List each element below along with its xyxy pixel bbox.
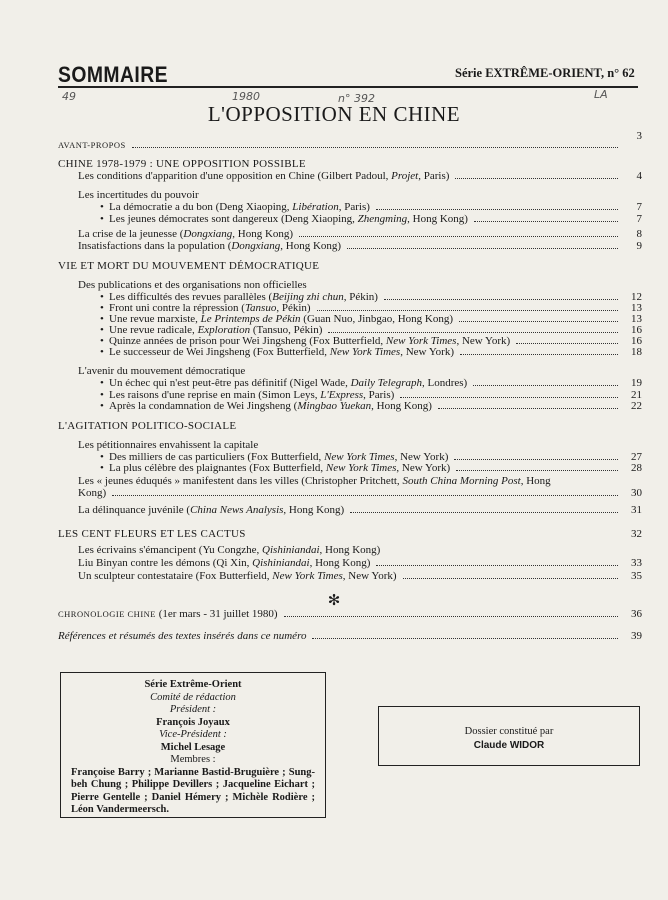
dot-leader — [400, 389, 618, 398]
toc-entry-text: VIE ET MORT DU MOUVEMENT DÉMOCRATIQUE — [58, 260, 320, 272]
toc-entry-text: • Quinze années de prison pour Wei Jingsheng (Fox Butterfield, New York Times, New York) — [100, 335, 511, 347]
handwritten-note: 49 — [62, 90, 76, 103]
toc-page-number: 32 — [631, 528, 642, 540]
toc-page-number: 22 — [631, 400, 642, 412]
toc-page-number: 27 — [631, 451, 642, 463]
members-label: Membres : — [170, 754, 216, 765]
series-label: Série EXTRÊME-ORIENT, n° 62 — [455, 66, 635, 80]
toc-page-number: 30 — [631, 487, 642, 499]
dot-leader — [473, 377, 618, 386]
sommaire-heading: SOMMAIRE — [58, 62, 168, 87]
toc-entry-text: • Front uni contre la répression (Tansuo, Pékin) — [100, 302, 311, 314]
header-rule — [58, 86, 638, 88]
dot-leader — [459, 313, 618, 322]
toc-entry-text: • Une revue radicale, Exploration (Tansuo, Pékin) — [100, 324, 323, 336]
toc-entry-text: L'avenir du mouvement démocratique — [78, 365, 246, 377]
dot-leader — [112, 487, 618, 496]
handwritten-note: n° 392 — [338, 92, 375, 105]
dot-leader — [299, 228, 618, 237]
toc-entry-text: CHRONOLOGIE CHINE (1er mars - 31 juillet 1980) — [58, 608, 278, 620]
handwritten-note: 1980 — [232, 90, 260, 103]
toc-entry-text: Les écrivains s'émancipent (Yu Congzhe, Qishiniandai, Hong Kong) — [78, 544, 381, 556]
dot-leader — [455, 170, 618, 179]
toc-entry-text: • La démocratie a du bon (Deng Xiaoping, Libération, Paris) — [100, 201, 370, 213]
toc-entry-text: Un sculpteur contestataire (Fox Butterfield, New York Times, New York) — [78, 570, 397, 582]
dossier-author: Claude WIDOR — [473, 740, 545, 751]
toc-entry-text: • Les difficultés des revues parallèles (Beijing zhi chun, Pékin) — [100, 291, 378, 303]
dot-leader — [312, 630, 618, 639]
toc-entry-text: Les incertitudes du pouvoir — [78, 189, 199, 201]
dot-leader — [438, 400, 618, 409]
toc-page-number: 21 — [631, 389, 642, 401]
toc-entry-text: La délinquance juvénile (China News Analysis, Hong Kong) — [78, 504, 345, 516]
toc-page-number: 31 — [631, 504, 642, 516]
toc-page-number: 28 — [631, 462, 642, 474]
toc-page-number: 19 — [631, 377, 642, 389]
dot-leader — [328, 324, 618, 333]
toc-page-number: 3 — [636, 130, 642, 142]
toc-page-number: 16 — [631, 324, 642, 336]
dot-leader — [384, 291, 618, 300]
dot-leader — [132, 139, 618, 148]
toc-entry-text: Kong) — [78, 487, 107, 499]
toc-entry-text: Références et résumés des textes insérés dans ce numéro — [58, 630, 307, 642]
toc-entry-text: • Les raisons d'une reprise en main (Simon Leys, L'Express, Paris) — [100, 389, 395, 401]
committee-series: Série Extrême-Orient — [144, 679, 242, 690]
separator-star: ✻ — [327, 593, 341, 609]
toc-entry-text: Liu Binyan contre les démons (Qi Xin, Qishiniandai, Hong Kong) — [78, 557, 371, 569]
toc-entry-text: CHINE 1978-1979 : UNE OPPOSITION POSSIBLE — [58, 158, 306, 170]
dossier-label: Dossier constitué par — [464, 726, 554, 737]
dot-leader — [376, 201, 618, 210]
toc-page-number: 36 — [631, 608, 642, 620]
members-list: Françoise Barry ; Marianne Bastid-Bruguière ; Sung-beh Chung ; Philippe Devillers ; Jacqueline Eichart ; Pierre Gentelle ; Daniel Hémery ; Michèle Rodière ; Léon Vandermeersch. — [71, 766, 315, 815]
toc-page-number: 7 — [636, 201, 642, 213]
dot-leader — [460, 346, 618, 355]
vice-president-name: Michel Lesage — [160, 741, 226, 753]
toc-entry-text: • Des milliers de cas particuliers (Fox Butterfield, New York Times, New York) — [100, 451, 449, 463]
toc-entry-text: • Après la condamnation de Wei Jingsheng (Mingbao Yuekan, Hong Kong) — [100, 400, 432, 412]
toc-entry-text: LES CENT FLEURS ET LES CACTUS — [58, 528, 246, 540]
vice-president-label: Vice-Président : — [159, 729, 227, 740]
editorial-committee-box — [60, 672, 326, 818]
toc-page-number: 16 — [631, 335, 642, 347]
toc-entry-text: Insatisfactions dans la population (Dongxiang, Hong Kong) — [78, 240, 342, 252]
toc-page-number: 18 — [631, 346, 642, 358]
toc-entry-text: • Un échec qui n'est peut-être pas définitif (Nigel Wade, Daily Telegraph, Londres) — [100, 377, 468, 389]
toc-entry-text: • Une revue marxiste, Le Printemps de Pékin (Guan Nuo, Jinbgao, Hong Kong) — [100, 313, 453, 325]
toc-entry-text: • Le successeur de Wei Jingsheng (Fox Butterfield, New York Times, New York) — [100, 346, 454, 358]
toc-entry-text: AVANT-PROPOS — [58, 140, 126, 150]
toc-entry-text: • Les jeunes démocrates sont dangereux (Deng Xiaoping, Zhengming, Hong Kong) — [100, 213, 468, 225]
handwritten-note: LA — [594, 88, 608, 101]
dot-leader — [456, 462, 618, 471]
dot-leader — [403, 570, 618, 579]
toc-page-number: 13 — [631, 313, 642, 325]
page-title: L'OPPOSITION EN CHINE — [207, 102, 461, 126]
toc-entry-text: • La plus célèbre des plaignantes (Fox Butterfield, New York Times, New York) — [100, 462, 451, 474]
toc-page-number: 35 — [631, 570, 642, 582]
dot-leader — [474, 213, 618, 222]
dot-leader — [454, 451, 618, 460]
dot-leader — [317, 302, 618, 311]
toc-page-number: 7 — [636, 213, 642, 225]
toc-page-number: 4 — [636, 170, 642, 182]
toc-page-number: 13 — [631, 302, 642, 314]
toc-page-number: 39 — [631, 630, 642, 642]
toc-page-number: 33 — [631, 557, 642, 569]
toc-entry-text: La crise de la jeunesse (Dongxiang, Hong Kong) — [78, 228, 294, 240]
toc-entry-text: Les « jeunes éduqués » manifestent dans les villes (Christopher Pritchett, South China Morning Post, Hong — [78, 475, 551, 487]
dot-leader — [516, 335, 618, 344]
toc-page-number: 12 — [631, 291, 642, 303]
toc-entry-text: Des publications et des organisations non officielles — [78, 279, 307, 291]
toc-page-number: 8 — [636, 228, 642, 240]
president-label: Président : — [169, 704, 217, 715]
toc-entry-text: Les conditions d'apparition d'une opposition en Chine (Gilbert Padoul, Projet, Paris) — [78, 170, 450, 182]
dot-leader — [350, 504, 618, 513]
committee-title: Comité de rédaction — [150, 691, 236, 703]
president-name: François Joyaux — [156, 716, 230, 728]
dot-leader — [376, 557, 618, 566]
dossier-box — [378, 706, 640, 766]
toc-entry-text: Les pétitionnaires envahissent la capitale — [78, 439, 259, 451]
dot-leader — [347, 240, 618, 249]
toc-entry-text: L'AGITATION POLITICO-SOCIALE — [58, 420, 237, 432]
toc-page-number: 9 — [636, 240, 642, 252]
